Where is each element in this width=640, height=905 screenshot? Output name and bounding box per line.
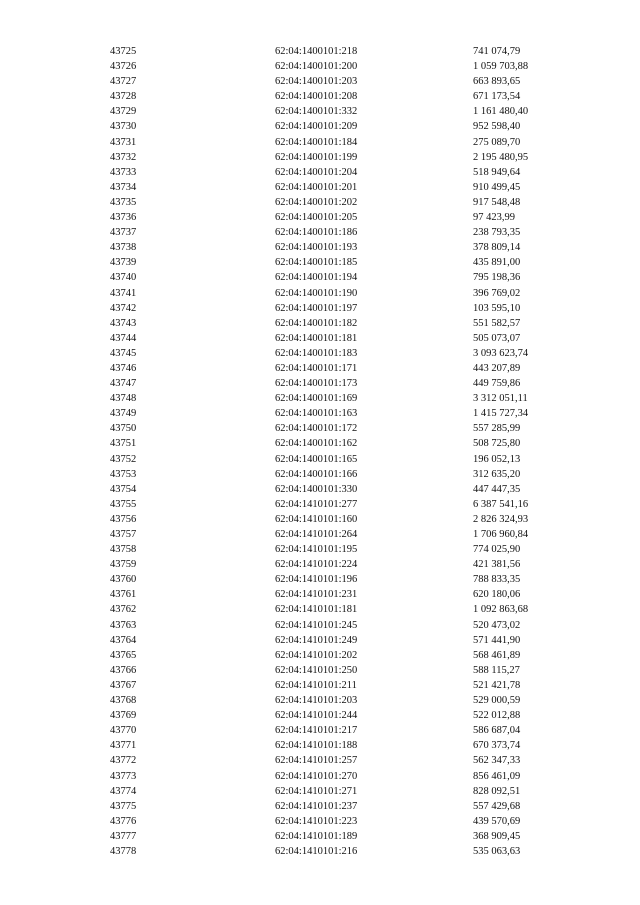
cadastral-value-cell: 378 809,14 xyxy=(473,242,521,254)
table-row xyxy=(110,44,583,59)
cadastral-value-cell: 671 173,54 xyxy=(473,91,521,103)
cadastral-value-cell: 557 285,99 xyxy=(473,423,521,435)
cadastral-number-cell: 62:04:1410101:216 xyxy=(275,845,358,857)
table-row xyxy=(110,769,583,784)
cadastral-value-cell: 910 499,45 xyxy=(473,181,521,193)
cadastral-number-cell: 62:04:1410101:223 xyxy=(275,815,358,827)
table-row xyxy=(110,572,583,587)
cadastral-value-cell: 196 052,13 xyxy=(473,453,521,465)
cadastral-value-cell: 917 548,48 xyxy=(473,196,521,208)
row-number-cell: 43765 xyxy=(110,649,137,661)
row-number-cell: 43762 xyxy=(110,604,137,616)
cadastral-number-cell: 62:04:1400101:200 xyxy=(275,61,358,73)
row-number-cell: 43755 xyxy=(110,498,137,510)
cadastral-value-cell: 2 826 324,93 xyxy=(473,513,529,525)
row-number-cell: 43743 xyxy=(110,317,137,329)
table-row xyxy=(110,225,583,240)
table-row xyxy=(110,542,583,557)
row-number-cell: 43737 xyxy=(110,227,137,239)
cadastral-value-cell: 571 441,90 xyxy=(473,634,521,646)
row-number-cell: 43761 xyxy=(110,589,137,601)
cadastral-number-cell: 62:04:1400101:201 xyxy=(275,181,358,193)
table-row xyxy=(110,376,583,391)
table-row xyxy=(110,165,583,180)
table-row xyxy=(110,482,583,497)
row-number-cell: 43767 xyxy=(110,679,137,691)
row-number-cell: 43735 xyxy=(110,196,137,208)
cadastral-value-cell: 588 115,27 xyxy=(473,664,520,676)
row-number-cell: 43760 xyxy=(110,574,137,586)
row-number-cell: 43747 xyxy=(110,378,137,390)
cadastral-value-cell: 508 725,80 xyxy=(473,438,521,450)
table-row xyxy=(110,74,583,89)
cadastral-number-cell: 62:04:1400101:208 xyxy=(275,91,358,103)
cadastral-number-cell: 62:04:1400101:184 xyxy=(275,136,358,148)
cadastral-number-cell: 62:04:1410101:277 xyxy=(275,498,358,510)
table-row xyxy=(110,648,583,663)
cadastral-value-cell: 443 207,89 xyxy=(473,362,521,374)
cadastral-number-cell: 62:04:1400101:166 xyxy=(275,468,358,480)
table-row xyxy=(110,557,583,572)
cadastral-value-cell: 535 063,63 xyxy=(473,845,521,857)
cadastral-value-cell: 447 447,35 xyxy=(473,483,521,495)
table-row xyxy=(110,678,583,693)
table-row xyxy=(110,240,583,255)
table-row xyxy=(110,467,583,482)
cadastral-value-cell: 670 373,74 xyxy=(473,740,521,752)
cadastral-number-cell: 62:04:1400101:186 xyxy=(275,227,358,239)
table-row xyxy=(110,210,583,225)
cadastral-value-cell: 368 909,45 xyxy=(473,830,521,842)
cadastral-number-cell: 62:04:1410101:237 xyxy=(275,800,358,812)
cadastral-number-cell: 62:04:1410101:160 xyxy=(275,513,358,525)
cadastral-number-cell: 62:04:1410101:181 xyxy=(275,604,358,616)
table-body xyxy=(110,44,583,859)
cadastral-value-cell: 557 429,68 xyxy=(473,800,521,812)
cadastral-number-cell: 62:04:1410101:188 xyxy=(275,740,358,752)
cadastral-number-cell: 62:04:1400101:193 xyxy=(275,242,358,254)
table-row xyxy=(110,512,583,527)
cadastral-value-cell: 562 347,33 xyxy=(473,755,521,767)
cadastral-value-cell: 586 687,04 xyxy=(473,725,521,737)
cadastral-number-cell: 62:04:1400101:330 xyxy=(275,483,358,495)
cadastral-number-cell: 62:04:1400101:203 xyxy=(275,76,358,88)
cadastral-value-cell: 952 598,40 xyxy=(473,121,521,133)
table-row xyxy=(110,286,583,301)
table-row xyxy=(110,602,583,617)
table-row xyxy=(110,331,583,346)
cadastral-value-cell: 1 059 703,88 xyxy=(473,61,529,73)
cadastral-value-cell: 522 012,88 xyxy=(473,710,521,722)
table-row xyxy=(110,270,583,285)
cadastral-value-cell: 1 161 480,40 xyxy=(473,106,529,118)
cadastral-number-cell: 62:04:1400101:163 xyxy=(275,408,358,420)
table-row xyxy=(110,663,583,678)
cadastral-value-cell: 741 074,79 xyxy=(473,46,521,57)
cadastral-number-cell: 62:04:1400101:165 xyxy=(275,453,358,465)
cadastral-value-cell: 568 461,89 xyxy=(473,649,521,661)
row-number-cell: 43728 xyxy=(110,91,137,103)
table-row xyxy=(110,618,583,633)
table-row xyxy=(110,738,583,753)
cadastral-number-cell: 62:04:1400101:205 xyxy=(275,212,358,224)
table-row xyxy=(110,316,583,331)
row-number-cell: 43746 xyxy=(110,362,137,374)
table-row xyxy=(110,255,583,270)
table-row xyxy=(110,346,583,361)
table-row xyxy=(110,135,583,150)
row-number-cell: 43769 xyxy=(110,710,137,722)
row-number-cell: 43754 xyxy=(110,483,137,495)
cadastral-value-cell: 396 769,02 xyxy=(473,287,521,299)
cadastral-number-cell: 62:04:1400101:171 xyxy=(275,362,358,374)
cadastral-number-cell: 62:04:1410101:224 xyxy=(275,559,358,571)
cadastral-value-cell: 529 000,59 xyxy=(473,695,521,707)
cadastral-value-cell: 518 949,64 xyxy=(473,166,521,178)
cadastral-value-cell: 856 461,09 xyxy=(473,770,521,782)
row-number-cell: 43752 xyxy=(110,453,137,465)
table-row xyxy=(110,784,583,799)
cadastral-number-cell: 62:04:1410101:270 xyxy=(275,770,358,782)
row-number-cell: 43738 xyxy=(110,242,137,254)
row-number-cell: 43739 xyxy=(110,257,137,269)
row-number-cell: 43727 xyxy=(110,76,137,88)
cadastral-number-cell: 62:04:1410101:271 xyxy=(275,785,358,797)
cadastral-value-cell: 620 180,06 xyxy=(473,589,521,601)
row-number-cell: 43748 xyxy=(110,393,137,405)
table-row xyxy=(110,829,583,844)
table-row xyxy=(110,436,583,451)
row-number-cell: 43740 xyxy=(110,272,137,284)
table-row xyxy=(110,119,583,134)
table-row xyxy=(110,527,583,542)
row-number-cell: 43766 xyxy=(110,664,137,676)
table-row xyxy=(110,693,583,708)
cadastral-number-cell: 62:04:1400101:218 xyxy=(275,46,358,57)
cadastral-value-cell: 3 093 623,74 xyxy=(473,347,529,359)
row-number-cell: 43729 xyxy=(110,106,137,118)
cadastral-number-cell: 62:04:1400101:202 xyxy=(275,196,358,208)
row-number-cell: 43764 xyxy=(110,634,137,646)
cadastral-number-cell: 62:04:1410101:257 xyxy=(275,755,358,767)
cadastral-value-cell: 2 195 480,95 xyxy=(473,151,529,163)
table-row xyxy=(110,195,583,210)
cadastral-number-cell: 62:04:1410101:217 xyxy=(275,725,358,737)
table-row xyxy=(110,180,583,195)
row-number-cell: 43750 xyxy=(110,423,137,435)
row-number-cell: 43749 xyxy=(110,408,137,420)
cadastral-number-cell: 62:04:1400101:173 xyxy=(275,378,358,390)
cadastral-value-cell: 312 635,20 xyxy=(473,468,521,480)
cadastral-number-cell: 62:04:1410101:211 xyxy=(275,679,357,691)
table-row xyxy=(110,814,583,829)
row-number-cell: 43758 xyxy=(110,544,137,556)
row-number-cell: 43772 xyxy=(110,755,137,767)
row-number-cell: 43774 xyxy=(110,785,137,797)
cadastral-number-cell: 62:04:1410101:202 xyxy=(275,649,358,661)
cadastral-number-cell: 62:04:1410101:189 xyxy=(275,830,358,842)
cadastral-value-cell: 788 833,35 xyxy=(473,574,521,586)
cadastral-number-cell: 62:04:1400101:185 xyxy=(275,257,358,269)
row-number-cell: 43736 xyxy=(110,212,137,224)
cadastral-number-cell: 62:04:1400101:209 xyxy=(275,121,358,133)
cadastral-value-cell: 435 891,00 xyxy=(473,257,521,269)
row-number-cell: 43770 xyxy=(110,725,137,737)
row-number-cell: 43745 xyxy=(110,347,137,359)
cadastral-number-cell: 62:04:1410101:244 xyxy=(275,710,358,722)
table-row xyxy=(110,708,583,723)
cadastral-value-cell: 828 092,51 xyxy=(473,785,521,797)
cadastral-number-cell: 62:04:1400101:199 xyxy=(275,151,358,163)
table-row xyxy=(110,452,583,467)
row-number-cell: 43777 xyxy=(110,830,137,842)
cadastral-number-cell: 62:04:1400101:190 xyxy=(275,287,358,299)
cadastral-value-cell: 1 415 727,34 xyxy=(473,408,529,420)
cadastral-number-cell: 62:04:1410101:196 xyxy=(275,574,358,586)
cadastral-number-cell: 62:04:1410101:250 xyxy=(275,664,358,676)
cadastral-value-cell: 663 893,65 xyxy=(473,76,521,88)
row-number-cell: 43768 xyxy=(110,695,137,707)
row-number-cell: 43763 xyxy=(110,619,137,631)
row-number-cell: 43775 xyxy=(110,800,137,812)
cadastral-value-cell: 439 570,69 xyxy=(473,815,521,827)
row-number-cell: 43778 xyxy=(110,845,137,857)
row-number-cell: 43734 xyxy=(110,181,137,193)
row-number-cell: 43733 xyxy=(110,166,137,178)
table-row xyxy=(110,104,583,119)
cadastral-number-cell: 62:04:1400101:183 xyxy=(275,347,358,359)
cadastral-value-cell: 3 312 051,11 xyxy=(473,393,528,405)
row-number-cell: 43731 xyxy=(110,136,137,148)
cadastral-number-cell: 62:04:1410101:231 xyxy=(275,589,358,601)
cadastral-value-cell: 795 198,36 xyxy=(473,272,521,284)
table-row xyxy=(110,361,583,376)
cadastral-value-cell: 97 423,99 xyxy=(473,212,515,224)
row-number-cell: 43741 xyxy=(110,287,137,299)
cadastral-number-cell: 62:04:1410101:195 xyxy=(275,544,358,556)
table-row xyxy=(110,844,583,859)
row-number-cell: 43744 xyxy=(110,332,137,344)
cadastral-value-cell: 520 473,02 xyxy=(473,619,521,631)
row-number-cell: 43726 xyxy=(110,61,137,73)
cadastral-number-cell: 62:04:1410101:249 xyxy=(275,634,358,646)
row-number-cell: 43751 xyxy=(110,438,137,450)
cadastral-number-cell: 62:04:1410101:203 xyxy=(275,695,358,707)
cadastral-number-cell: 62:04:1400101:182 xyxy=(275,317,358,329)
cadastral-number-cell: 62:04:1400101:172 xyxy=(275,423,358,435)
row-number-cell: 43742 xyxy=(110,302,137,314)
cadastral-value-cell: 521 421,78 xyxy=(473,679,521,691)
row-number-cell: 43771 xyxy=(110,740,137,752)
cadastral-value-cell: 1 092 863,68 xyxy=(473,604,529,616)
cadastral-number-cell: 62:04:1410101:264 xyxy=(275,529,358,540)
table-row xyxy=(110,753,583,768)
row-number-cell: 43732 xyxy=(110,151,137,163)
cadastral-number-cell: 62:04:1400101:181 xyxy=(275,332,358,344)
cadastral-number-cell: 62:04:1400101:169 xyxy=(275,393,358,405)
cadastral-value-cell: 238 793,35 xyxy=(473,227,521,239)
row-number-cell: 43759 xyxy=(110,559,137,571)
table-row xyxy=(110,150,583,165)
table-row xyxy=(110,587,583,602)
row-number-cell: 43730 xyxy=(110,121,137,133)
cadastral-number-cell: 62:04:1400101:162 xyxy=(275,438,358,450)
cadastral-number-cell: 62:04:1400101:194 xyxy=(275,272,358,284)
row-number-cell: 43753 xyxy=(110,468,137,480)
cadastral-value-cell: 6 387 541,16 xyxy=(473,498,529,510)
cadastral-value-cell: 1 706 960,84 xyxy=(473,529,529,540)
row-number-cell: 43756 xyxy=(110,513,137,525)
row-number-cell: 43725 xyxy=(110,46,137,57)
cadastral-value-cell: 421 381,56 xyxy=(473,559,521,571)
cadastral-value-cell: 505 073,07 xyxy=(473,332,521,344)
cadastral-value-cell: 275 089,70 xyxy=(473,136,521,148)
cadastral-value-cell: 774 025,90 xyxy=(473,544,521,556)
table-row xyxy=(110,799,583,814)
table-row xyxy=(110,89,583,104)
table-row xyxy=(110,59,583,74)
cadastral-number-cell: 62:04:1400101:204 xyxy=(275,166,358,178)
cadastral-number-cell: 62:04:1400101:197 xyxy=(275,302,358,314)
cadastral-value-cell: 103 595,10 xyxy=(473,302,521,314)
cadastral-value-cell: 551 582,57 xyxy=(473,317,521,329)
cadastral-number-cell: 62:04:1410101:245 xyxy=(275,619,358,631)
row-number-cell: 43757 xyxy=(110,529,137,540)
cadastral-value-table xyxy=(110,44,583,859)
cadastral-value-cell: 449 759,86 xyxy=(473,378,521,390)
table-row xyxy=(110,497,583,512)
table-row xyxy=(110,391,583,406)
table-row xyxy=(110,406,583,421)
table-row xyxy=(110,421,583,436)
table-row xyxy=(110,723,583,738)
table-row xyxy=(110,301,583,316)
cadastral-number-cell: 62:04:1400101:332 xyxy=(275,106,358,118)
table-row xyxy=(110,633,583,648)
row-number-cell: 43773 xyxy=(110,770,137,782)
row-number-cell: 43776 xyxy=(110,815,137,827)
